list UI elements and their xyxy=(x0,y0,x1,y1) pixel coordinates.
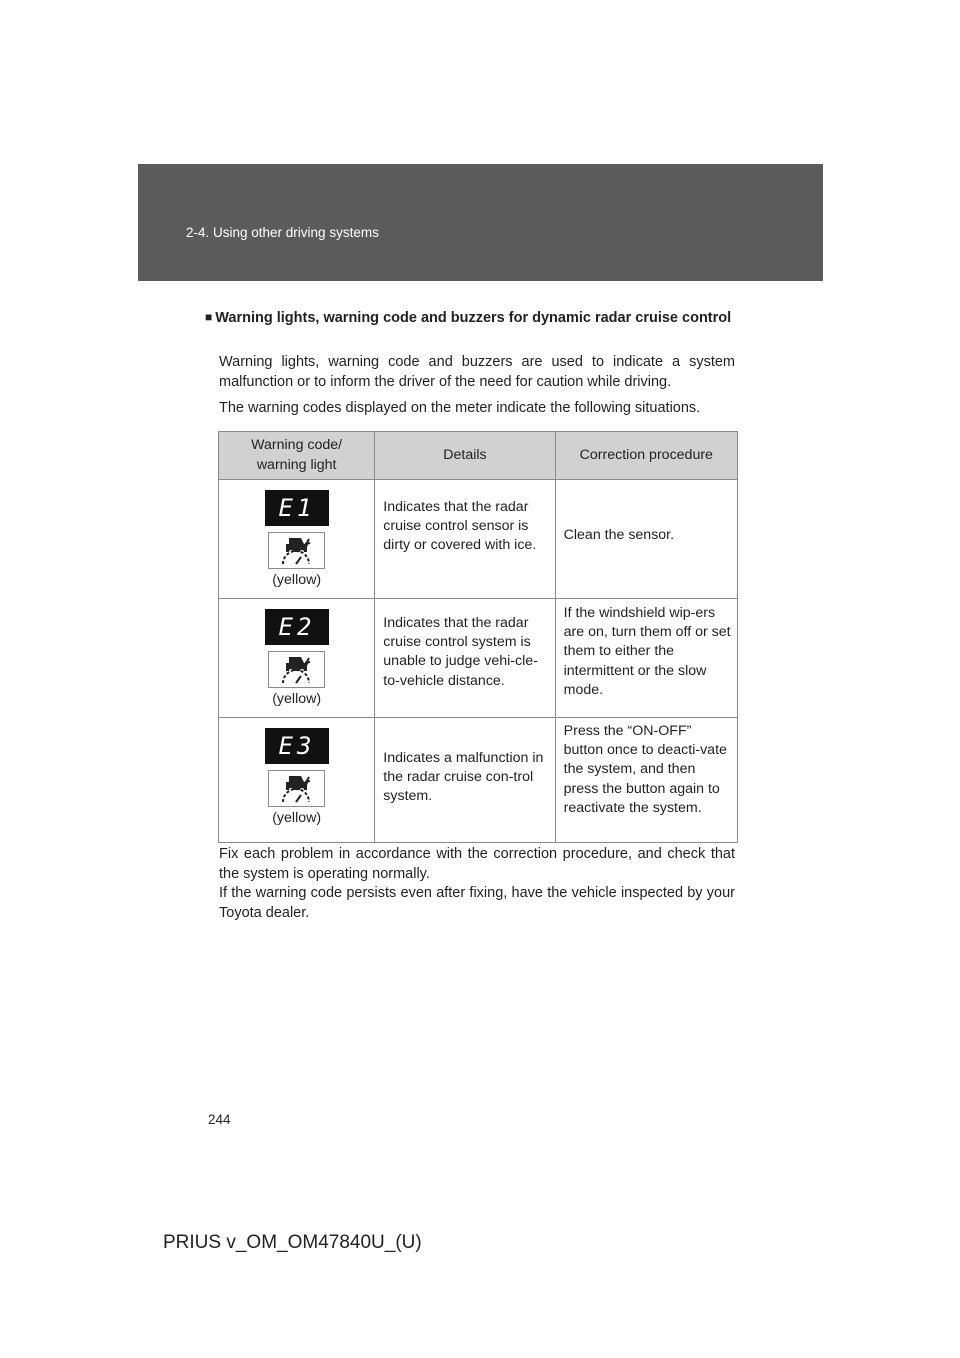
details-cell: Indicates that the radar cruise control system is unable to judge vehi-cle-to-vehicle distance. xyxy=(375,599,555,718)
light-color-label: (yellow) xyxy=(272,572,322,588)
fix-instructions xyxy=(219,845,735,923)
intro-paragraph: Warning lights, warning code and buzzers are used to indicate a system malfunction or to inform the driver of the need for caution while driving. xyxy=(219,354,735,390)
table-header-row xyxy=(219,432,738,480)
table-row xyxy=(219,718,738,843)
segment-display-icon xyxy=(265,490,329,526)
table-row xyxy=(219,599,738,718)
fix-line-2: If the warning code persists even after fixing, have the vehicle inspected by your Toyota dealer. xyxy=(219,885,735,921)
correction-cell: If the windshield wip-ers are on, turn them off or set them to either the intermittent or the slow mode. xyxy=(555,599,737,718)
codes-paragraph: The warning codes displayed on the meter indicate the following situations. xyxy=(219,400,701,416)
details-cell: Indicates that the radar cruise control sensor is dirty or covered with ice. xyxy=(375,480,555,599)
fix-line-1: Fix each problem in accordance with the correction procedure, and check that the system is operating normally. xyxy=(219,846,735,882)
segment-display-icon xyxy=(265,728,329,764)
code-cell xyxy=(219,480,375,599)
header-details: Details xyxy=(375,432,555,480)
warning-code-table xyxy=(218,431,738,843)
light-color-label: (yellow) xyxy=(272,810,322,826)
code-cell xyxy=(219,599,375,718)
heading-text: Warning lights, warning code and buzzers for dynamic radar cruise control xyxy=(215,310,732,326)
header-correction: Correction procedure xyxy=(555,432,737,480)
header-band xyxy=(138,164,823,281)
code-cell xyxy=(219,718,375,843)
correction-cell: Press the “ON-OFF” button once to deacti-vate the system, and then press the button again to reactivate the system. xyxy=(555,718,737,843)
correction-cell: Clean the sensor. xyxy=(555,480,737,599)
segment-display-icon xyxy=(265,609,329,645)
page-number: 244 xyxy=(208,1112,231,1127)
section-heading xyxy=(205,308,735,328)
code-display-text: E2 xyxy=(278,613,316,641)
radar-cruise-warning-icon xyxy=(268,651,325,688)
code-display-text: E3 xyxy=(278,732,316,760)
radar-cruise-warning-icon xyxy=(268,532,325,569)
details-cell: Indicates a malfunction in the radar cruise con-trol system. xyxy=(375,718,555,843)
heading-bullet: ■ xyxy=(205,310,213,324)
header-warning-code: Warning code/ warning light xyxy=(219,432,375,480)
code-display-text: E1 xyxy=(278,494,316,522)
footer-manual-id: PRIUS v_OM_OM47840U_(U) xyxy=(163,1232,422,1253)
section-title: 2-4. Using other driving systems xyxy=(186,225,379,240)
radar-cruise-warning-icon xyxy=(268,770,325,807)
light-color-label: (yellow) xyxy=(272,691,322,707)
table-row xyxy=(219,480,738,599)
